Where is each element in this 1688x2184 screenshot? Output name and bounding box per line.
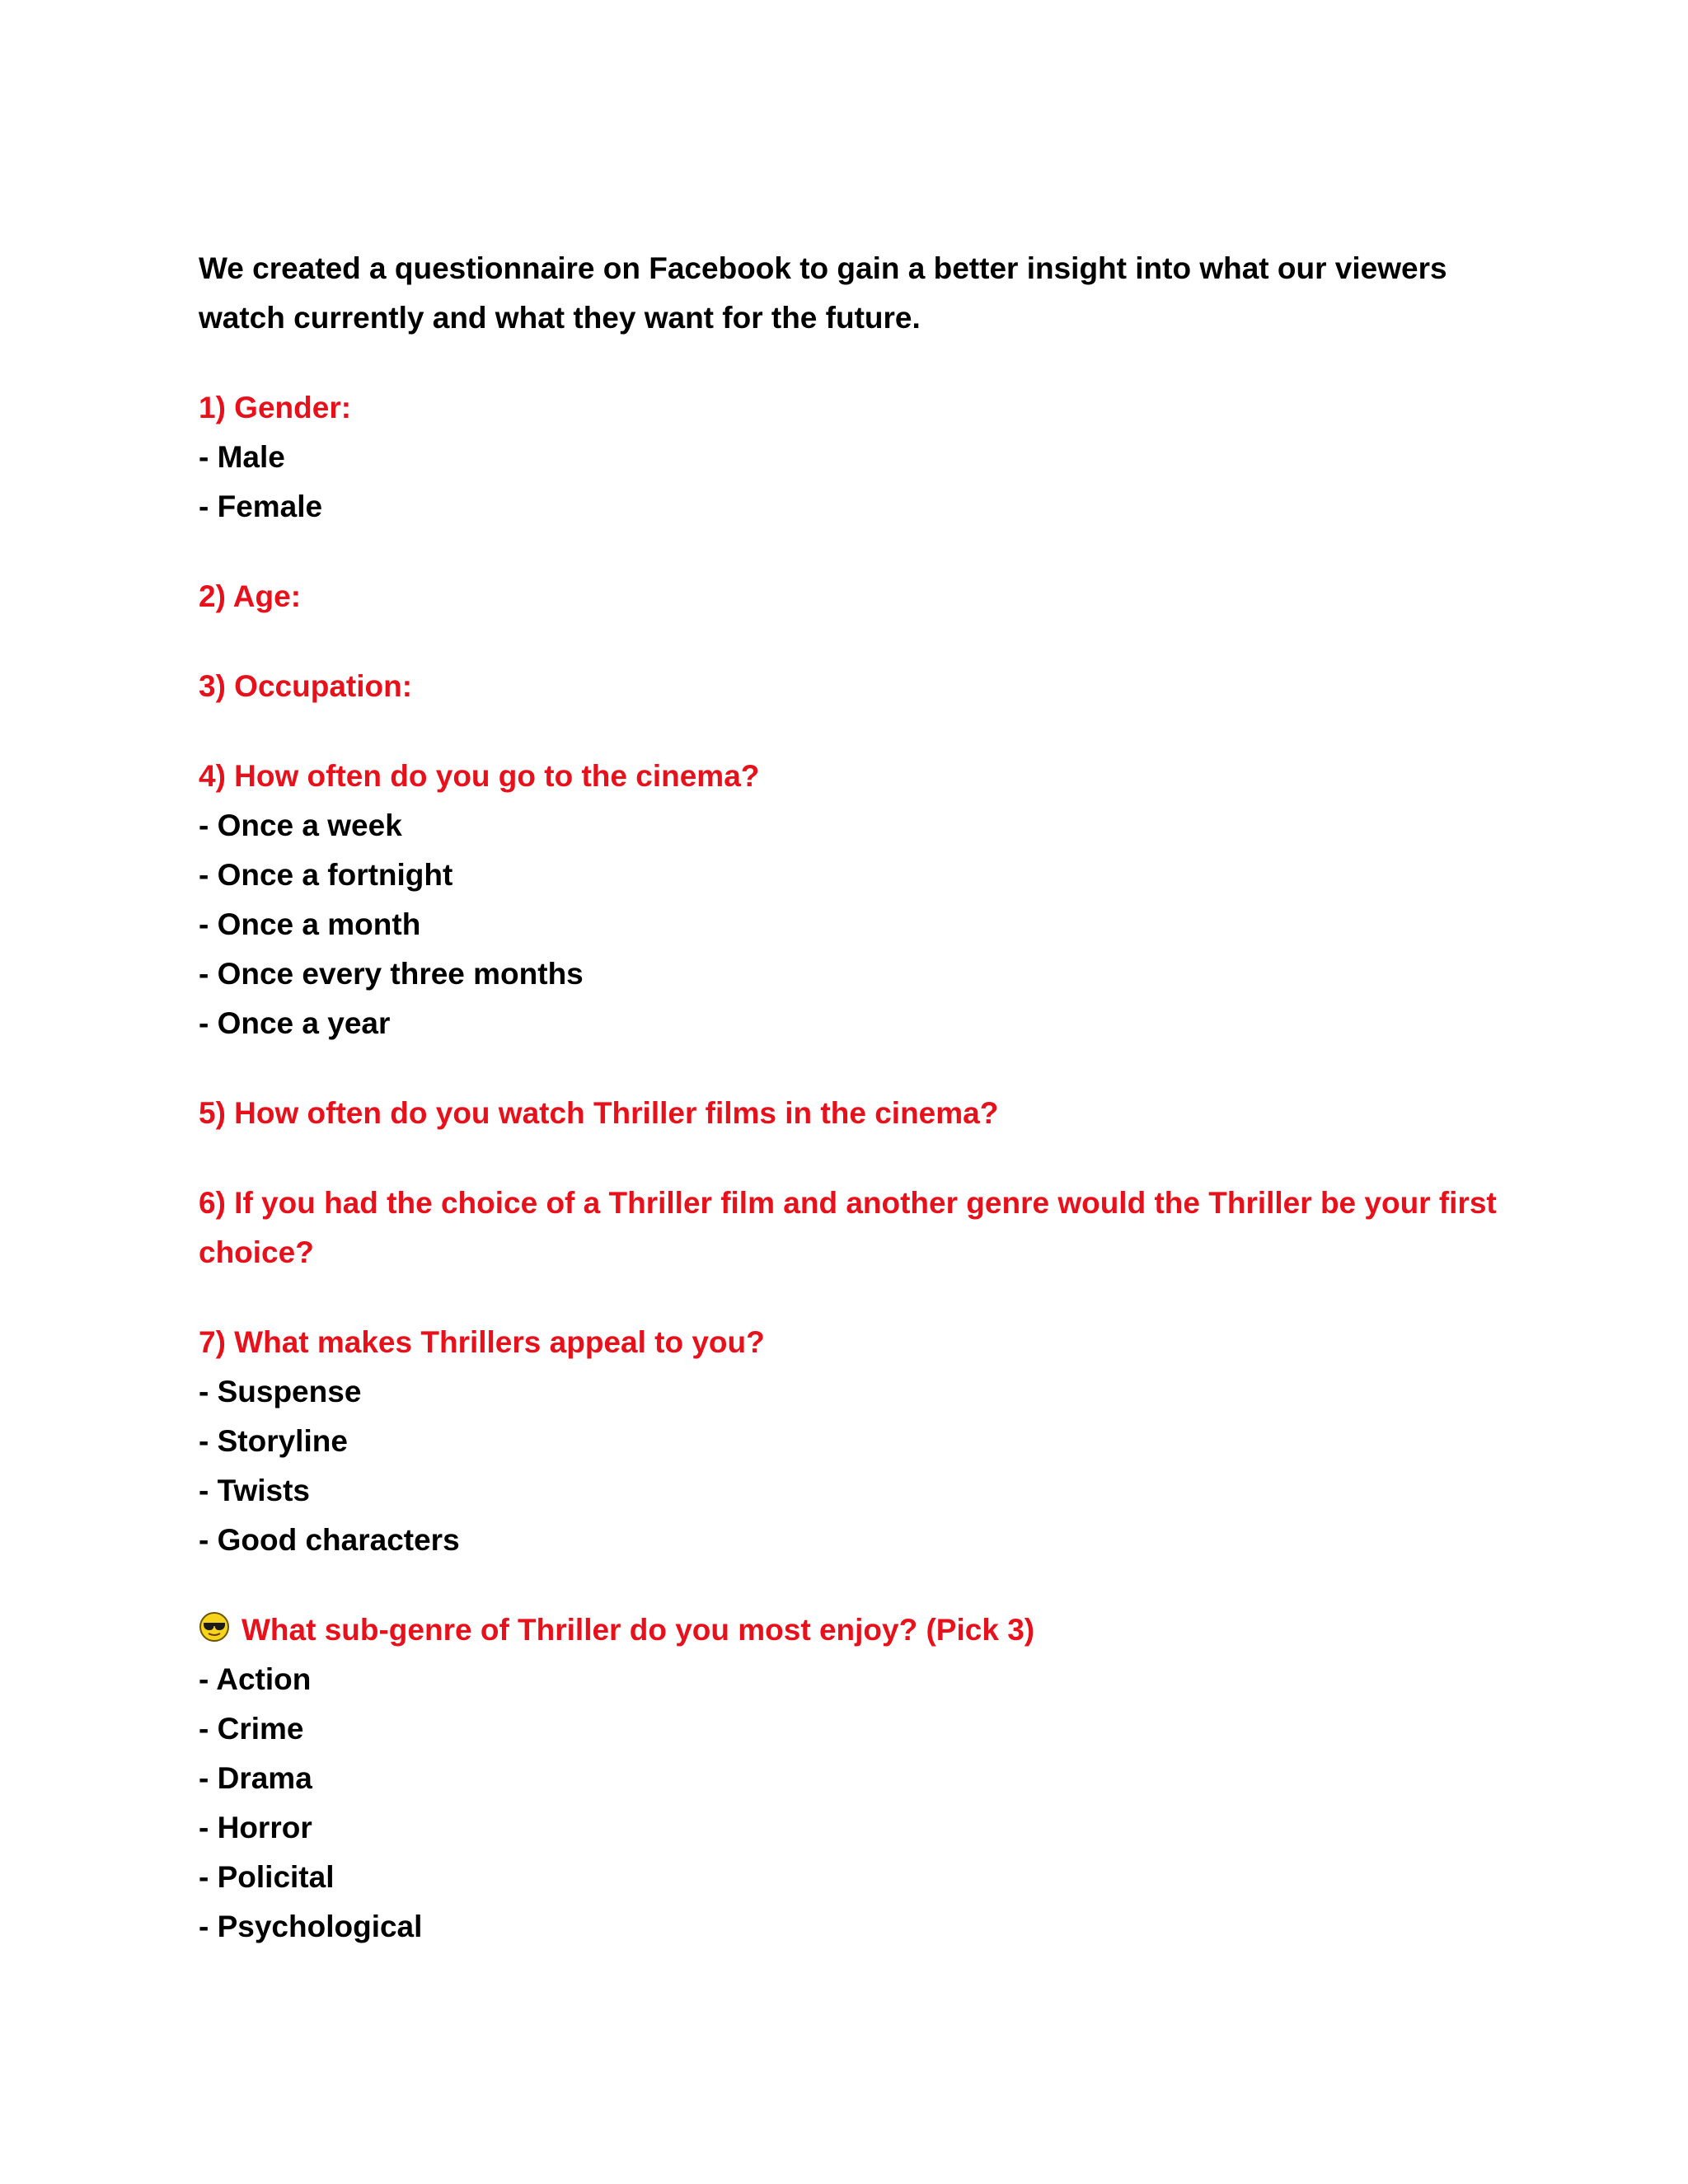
sunglasses-smiley-icon	[199, 1611, 230, 1643]
question-block	[199, 662, 1501, 711]
answer-options	[199, 1367, 1501, 1565]
question-text: 3) Occupation:	[199, 669, 413, 703]
question-text: 6) If you had the choice of a Thriller film and another genre would the Thriller be your first choice?	[199, 1186, 1497, 1269]
question-heading	[199, 1318, 1501, 1367]
question-heading	[199, 572, 1501, 621]
answer-option: - Storyline	[199, 1424, 348, 1458]
questionnaire	[199, 383, 1501, 1952]
question-heading	[199, 662, 1501, 711]
answer-option: - Psychological	[199, 1910, 423, 1943]
answer-option: - Twists	[199, 1474, 310, 1507]
answer-option: - Horror	[199, 1811, 312, 1844]
answer-option: - Once a fortnight	[199, 858, 453, 892]
question-block	[199, 1318, 1501, 1565]
answer-option: - Drama	[199, 1761, 312, 1795]
question-heading	[199, 383, 1501, 433]
question-block	[199, 1089, 1501, 1138]
question-block	[199, 572, 1501, 621]
question-block	[199, 752, 1501, 1048]
question-text: 7) What makes Thrillers appeal to you?	[199, 1325, 765, 1359]
answer-option: - Good characters	[199, 1523, 460, 1557]
answer-option: - Once a year	[199, 1006, 391, 1040]
question-block	[199, 1605, 1501, 1952]
question-heading	[199, 752, 1501, 801]
answer-option: - Once every three months	[199, 957, 584, 991]
question-block	[199, 383, 1501, 532]
answer-option: - Action	[199, 1662, 312, 1696]
question-text: 1) Gender:	[199, 391, 352, 424]
question-heading	[199, 1605, 1501, 1655]
answer-option: - Female	[199, 490, 323, 523]
question-block	[199, 1179, 1501, 1277]
question-heading	[199, 1179, 1501, 1277]
answer-option: - Crime	[199, 1712, 304, 1746]
question-text: 5) How often do you watch Thriller films in the cinema?	[199, 1096, 999, 1130]
answer-options	[199, 1655, 1501, 1952]
question-heading	[199, 1089, 1501, 1138]
document-body	[199, 244, 1501, 1952]
question-text: What sub-genre of Thriller do you most enjoy? (Pick 3)	[241, 1613, 1035, 1647]
answer-option: - Policital	[199, 1860, 335, 1894]
answer-option: - Male	[199, 440, 285, 474]
answer-option: - Once a month	[199, 907, 421, 941]
question-text: 4) How often do you go to the cinema?	[199, 759, 760, 793]
intro-paragraph: We created a questionnaire on Facebook to gain a better insight into what our viewers watch currently and what they want for the future.	[199, 251, 1447, 335]
answer-options	[199, 433, 1501, 532]
answer-option: - Once a week	[199, 808, 402, 842]
answer-option: - Suspense	[199, 1375, 362, 1408]
answer-options	[199, 801, 1501, 1048]
question-text: 2) Age:	[199, 579, 302, 613]
